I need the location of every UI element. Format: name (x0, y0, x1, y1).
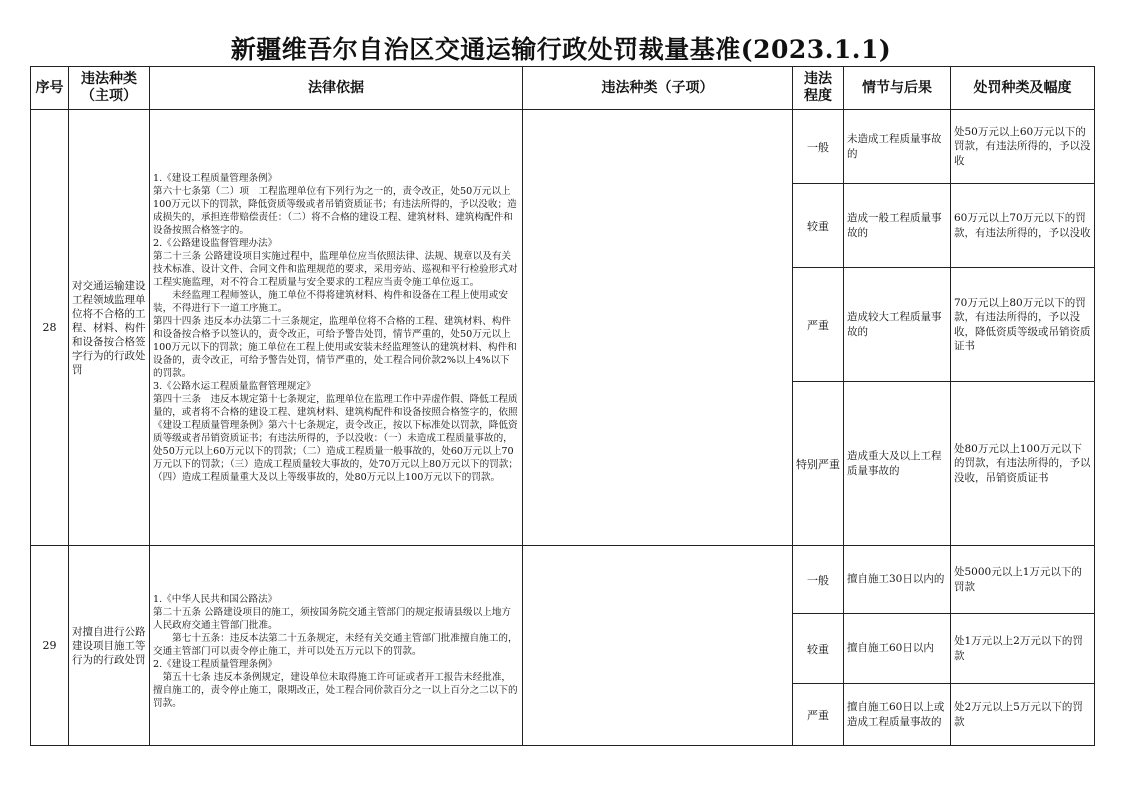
legal-basis-line: 第七十五条：违反本法第二十五条规定，未经有关交通主管部门批准擅自施工的，交通主管部门可以责令停止施工，并可以处五万元以下的罚款。 (153, 633, 518, 657)
header-penalty: 处罚种类及幅度 (951, 67, 1095, 110)
legal-basis-line: 第二十五条 公路建设项目的施工，须按国务院交通主管部门的规定报请县级以上地方人民政府交通主管部门批准。 (153, 607, 512, 631)
legal-basis-line: 1.《建设工程质量管理条例》 (153, 172, 278, 184)
circumstances-cell: 未造成工程质量事故的 (844, 110, 951, 184)
penalty-cell: 处50万元以上60万元以下的罚款，有违法所得的，予以没收 (951, 110, 1095, 184)
penalty-cell: 60万元以上70万元以下的罚款，有违法所得的，予以没收 (951, 184, 1095, 268)
penalty-cell: 70万元以上80万元以下的罚款，有违法所得的，予以没收，降低资质等级或吊销资质证书 (951, 268, 1095, 382)
degree-cell: 严重 (793, 684, 844, 746)
row-seq: 28 (31, 110, 69, 546)
legal-basis-line: 第四十三条 违反本规定第十七条规定，监理单位在监理工作中弄虚作假、降低工程质量的，或者将不合格的建设工程、建筑材料、建筑构配件和设备按照合格签字的，依照《建设工程质量管理条例》第六十七条规定，责令改正，按以下标准处以罚款，降低资质等级或者吊销资质证书；有违法所得的，予以没收：（一）未造成工程质量事故的，处50万元以上60万元以下的罚款；（二）造成工程质量一般事故的，处60万元以上70万元以下的罚款；（三）造成工程质量较大事故的，处70万元以上80万元以下的罚款；（四）造成工程质量重大及以上等级事故的，处80万元以上100万元以下的罚款。 (153, 393, 518, 483)
row-sub-category (523, 110, 793, 546)
circumstances-cell: 擅自施工30日以内的 (844, 546, 951, 614)
degree-cell: 特别严重 (793, 382, 844, 546)
header-main-category: 违法种类 （主项） (69, 67, 150, 110)
circumstances-cell: 造成一般工程质量事故的 (844, 184, 951, 268)
header-degree: 违法 程度 (793, 67, 844, 110)
penalty-cell: 处80万元以上100万元以下的罚款，有违法所得的，予以没收，吊销资质证书 (951, 382, 1095, 546)
header-sub-category: 违法种类（子项） (523, 67, 793, 110)
header-seq: 序号 (31, 67, 69, 110)
row-main-category: 对擅自进行公路建设项目施工等行为的行政处罚 (69, 546, 150, 746)
circumstances-cell: 造成重大及以上工程质量事故的 (844, 382, 951, 546)
degree-cell: 一般 (793, 110, 844, 184)
circumstances-cell: 擅自施工60日以上或造成工程质量事故的 (844, 684, 951, 746)
circumstances-cell: 擅自施工60日以内 (844, 614, 951, 684)
legal-basis-line: 2.《建设工程质量管理条例》 (153, 659, 278, 670)
page-title: 新疆维吾尔自治区交通运输行政处罚裁量基准(2023.1.1) (230, 35, 892, 64)
table-row (31, 110, 1095, 184)
degree-cell: 较重 (793, 184, 844, 268)
legal-basis-line: 3.《公路水运工程质量监督管理规定》 (153, 380, 316, 392)
degree-cell: 较重 (793, 614, 844, 684)
legal-basis-line: 2.《公路建设监督管理办法》 (153, 237, 278, 249)
row-legal-basis (150, 110, 523, 546)
table-row (31, 546, 1095, 614)
row-seq: 29 (31, 546, 69, 746)
row-main-category: 对交通运输建设工程领域监理单位将不合格的工程、材料、构件和设备按合格签字行为的行政处罚 (69, 110, 150, 546)
degree-cell: 一般 (793, 546, 844, 614)
row-legal-basis (150, 546, 523, 746)
legal-basis-line: 未经监理工程师签认，施工单位不得将建筑材料、构件和设备在工程上使用或安装，不得进行下一道工序施工。 (153, 289, 508, 314)
legal-basis-line: 第四十四条 违反本办法第二十三条规定，监理单位将不合格的工程、建筑材料、构件和设备按合格予以签认的，责令改正，可给予警告处罚，情节严重的，处50万元以上100万元以下的罚款；施工单位在工程上使用或安装未经监理签认的建筑材料、构件和设备的，责令改正，可给予警告处罚，情节严重的，处工程合同价款2%以上4%以下的罚款。 (153, 315, 517, 379)
legal-basis-line: 第二十三条 公路建设项目实施过程中，监理单位应当依照法律、法规、规章以及有关技术标准、设计文件、合同文件和监理规范的要求，采用旁站、巡视和平行检验形式对工程实施监理，对不符合工程质量与安全要求的工程应当责令施工单位返工。 (153, 250, 518, 288)
penalty-cell: 处1万元以上2万元以下的罚款 (951, 614, 1095, 684)
header-legal-basis: 法律依据 (150, 67, 523, 110)
header-circumstances: 情节与后果 (844, 67, 951, 110)
penalty-standard-table (30, 66, 1095, 746)
legal-basis-line: 第六十七条第（二）项 工程监理单位有下列行为之一的，责令改正，处50万元以上100万元以下的罚款，降低资质等级或者吊销资质证书；有违法所得的，予以没收；造成损失的，承担连带赔偿责任：（二）将不合格的建设工程、建筑材料、建筑构配件和设备按照合格签字的。 (153, 185, 517, 236)
circumstances-cell: 造成较大工程质量事故的 (844, 268, 951, 382)
degree-cell: 严重 (793, 268, 844, 382)
legal-basis-line: 第五十七条 违反本条例规定，建设单位未取得施工许可证或者开工报告未经批准，擅自施工的，责令停止施工，限期改正，处工程合同价款百分之一以上百分之二以下的罚款。 (153, 672, 518, 709)
penalty-cell: 处2万元以上5万元以下的罚款 (951, 684, 1095, 746)
row-sub-category (523, 546, 793, 746)
header-row (31, 67, 1095, 110)
penalty-cell: 处5000元以上1万元以下的罚款 (951, 546, 1095, 614)
legal-basis-line: 1.《中华人民共和国公路法》 (153, 594, 278, 605)
